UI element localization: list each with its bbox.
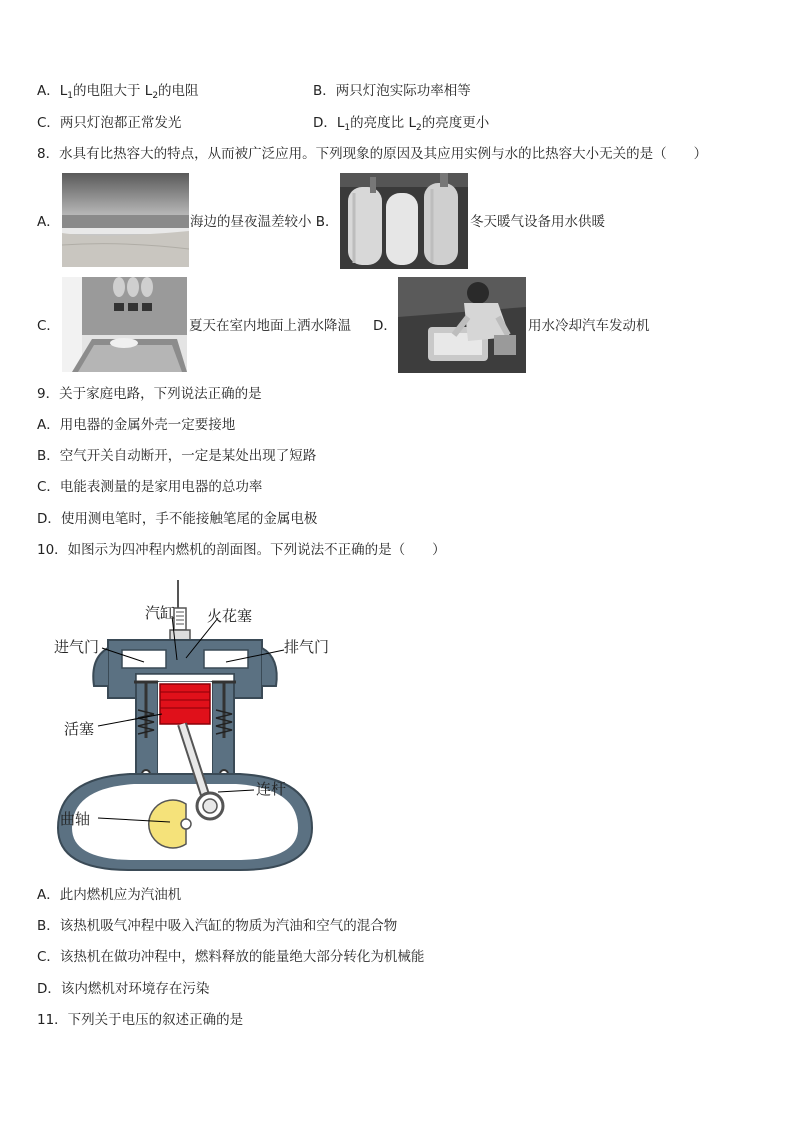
beach-photo xyxy=(62,173,189,267)
bedroom-photo xyxy=(62,277,187,372)
label-piston: 活塞 xyxy=(64,720,95,738)
label-cylinder: 汽缸 xyxy=(145,604,176,622)
q8-option-c-label: C． xyxy=(37,318,60,334)
q8-option-d-label: D． xyxy=(373,318,397,334)
label-intake-valve: 进气门 xyxy=(54,638,100,656)
q10-option-a: A．此内燃机应为汽油机 xyxy=(37,887,182,903)
q8-option-a-text: 海边的昼夜温差较小 B． xyxy=(190,214,339,230)
q9-option-b: B．空气开关自动断开，一定是某处出现了短路 xyxy=(37,448,317,464)
q10-option-d: D．该内燃机对环境存在污染 xyxy=(37,981,210,997)
q10-option-c: C．该热机在做功冲程中，燃料释放的能量绝大部分转化为机械能 xyxy=(37,949,425,965)
q7-option-c: C．两只灯泡都正常发光 xyxy=(37,115,182,131)
label-connecting-rod: 连杆 xyxy=(256,780,287,798)
q7-option-d: D．$L_1$的亮度比 $L_2$的亮度更小 xyxy=(313,115,490,133)
car-engine-photo xyxy=(398,277,526,373)
q9-option-c: C．电能表测量的是家用电器的总功率 xyxy=(37,479,263,495)
q7-option-a: A．$L_1$的电阻大于 $L_2$的电阻 xyxy=(37,83,199,101)
q9-stem: 9．关于家庭电路，下列说法正确的是 xyxy=(37,386,262,402)
q11-stem: 11．下列关于电压的叙述正确的是 xyxy=(37,1012,244,1028)
q8-option-d-text: 用水冷却汽车发动机 xyxy=(528,318,650,334)
q8-stem: 8．水具有比热容大的特点，从而被广泛应用。下列现象的原因及其应用实例与水的比热容大小无关的是（ ） xyxy=(37,146,708,162)
q9-option-a: A．用电器的金属外壳一定要接地 xyxy=(37,417,236,433)
water-heating-tanks-photo xyxy=(340,173,468,269)
q7-option-b: B．两只灯泡实际功率相等 xyxy=(313,83,471,99)
label-crankshaft: 曲轴 xyxy=(60,810,91,828)
q8-option-a-label: A． xyxy=(37,214,60,230)
q10-stem: 10．如图示为四冲程内燃机的剖面图。下列说法不正确的是（ ） xyxy=(37,542,446,558)
q8-option-c-text: 夏天在室内地面上洒水降温 xyxy=(189,318,351,334)
label-spark-plug: 火花塞 xyxy=(207,607,253,625)
q9-option-d: D．使用测电笔时，手不能接触笔尾的金属电极 xyxy=(37,511,318,527)
q10-option-b: B．该热机吸气冲程中吸入汽缸的物质为汽油和空气的混合物 xyxy=(37,918,398,934)
label-exhaust-valve: 排气门 xyxy=(284,638,330,656)
q8-option-b-text: 冬天暖气设备用水供暖 xyxy=(470,214,605,230)
